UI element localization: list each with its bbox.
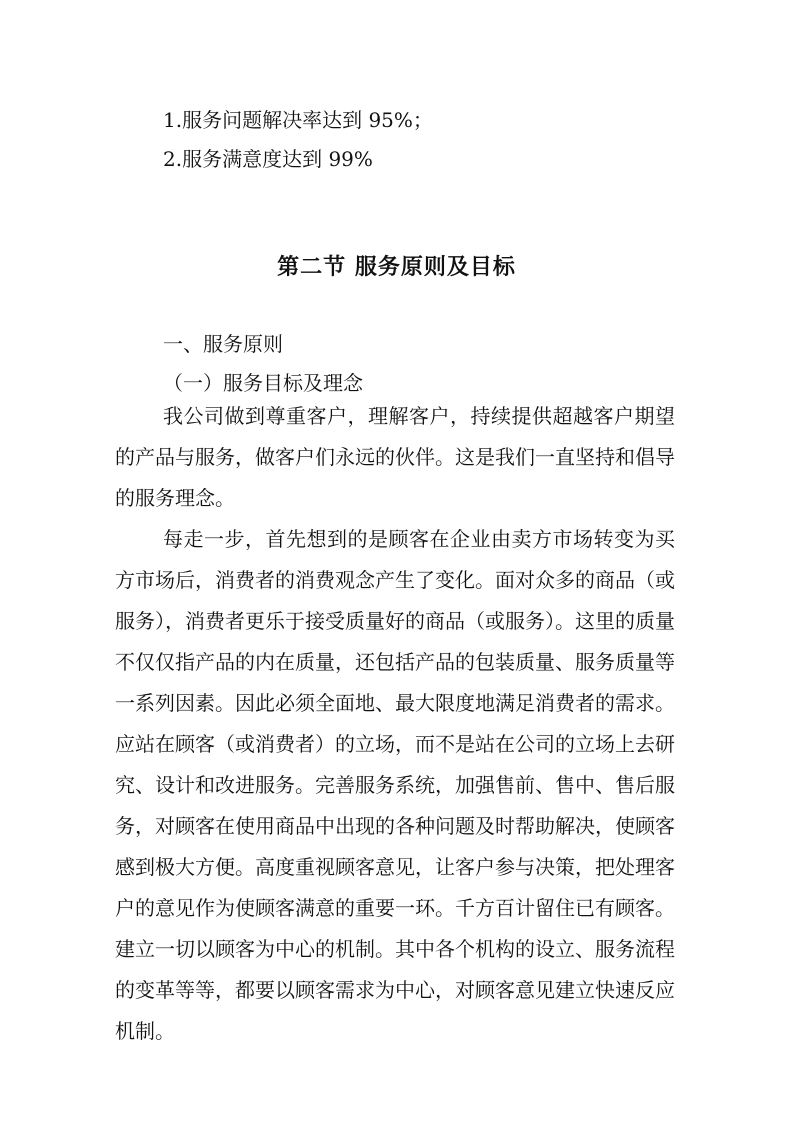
section-title: 第二节 服务原则及目标	[277, 255, 516, 280]
subsection-heading-service-principles: 一、服务原则	[163, 332, 283, 356]
list-item-resolution-rate: 1.服务问题解决率达到 95%；	[163, 108, 433, 132]
subsection-heading-service-goals: （一）服务目标及理念	[163, 371, 363, 395]
paragraph-service-philosophy: 我公司做到尊重客户，理解客户，持续提供超越客户期望的产品与服务，做客户们永远的伙伴。这是我们一直坚持和倡导的服务理念。	[115, 404, 675, 510]
paragraph-customer-focus: 每走一步，首先想到的是顾客在企业由卖方市场转变为买方市场后，消费者的消费观念产生了变化。面对众多的商品（或服务），消费者更乐于接受质量好的商品（或服务）。这里的质量不仅仅指产品的内在质量，还包括产品的包装质量、服务质量等一系列因素。因此必须全面地、最大限度地满足消费者的需求。应站在顾客（或消费者）的立场，而不是站在公司的立场上去研究、设计和改进服务。完善服务系统，加强售前、售中、售后服务，对顾客在使用商品中出现的各种问题及时帮助解决，使顾客感到极大方便。高度重视顾客意见，让客户参与决策，把处理客户的意见作为使顾客满意的重要一环。千方百计留住已有顾客。建立一切以顾客为中心的机制。其中各个机构的设立、服务流程的变革等等，都要以顾客需求为中心，对顾客意见建立快速反应机制。	[115, 527, 675, 1043]
list-item-satisfaction-rate: 2.服务满意度达到 99%	[163, 147, 373, 171]
